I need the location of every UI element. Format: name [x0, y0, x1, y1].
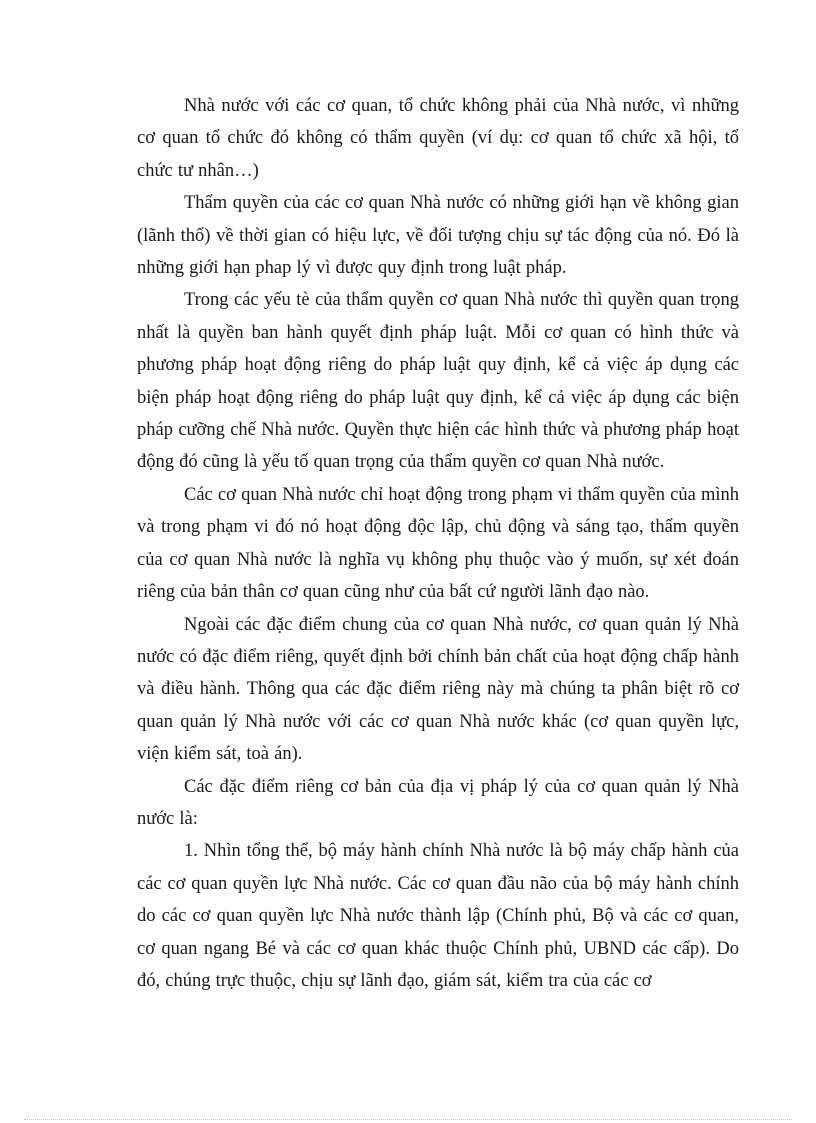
paragraph-2: Thẩm quyền của các cơ quan Nhà nước có những giới hạn về không gian (lãnh thổ) về thời gian có hiệu lực, về đối tượng chịu sự tác động của nó. Đó là những giới hạn phap lý vì được quy định trong luật pháp. — [137, 193, 739, 279]
paragraph-3: Trong các yếu tè của thẩm quyền cơ quan Nhà nước thì quyền quan trọng nhất là quyền ban hành quyết định pháp luật. Mỗi cơ quan có hình thức và phương pháp hoạt động riêng do pháp luật quy định, kể cả việc áp dụng các biện pháp hoạt động riêng do pháp luật quy định, kể cả việc áp dụng các biện pháp cưỡng chế Nhà nước. Quyền thực hiện các hình thức và phương pháp hoạt động đó cũng là yếu tố quan trọng của thẩm quyền cơ quan Nhà nước. — [137, 290, 739, 473]
paragraph-5: Ngoài các đặc điểm chung của cơ quan Nhà nước, cơ quan quản lý Nhà nước có đặc điểm riêng, quyết định bởi chính bản chất của hoạt động chấp hành và điều hành. Thông qua các đặc điểm riêng này mà chúng ta phân biệt rõ cơ quan quản lý Nhà nước với các cơ quan Nhà nước khác (cơ quan quyền lực, viện kiểm sát, toà án). — [137, 614, 739, 765]
paragraph-6: Các đặc điểm riêng cơ bản của địa vị pháp lý của cơ quan quản lý Nhà nước là: — [137, 776, 739, 829]
paragraph-7: 1. Nhìn tổng thể, bộ máy hành chính Nhà nước là bộ máy chấp hành của các cơ quan quyền lực Nhà nước. Các cơ quan đầu não của bộ máy hành chính do các cơ quan quyền lực Nhà nước thành lập (Chính phủ, Bộ và các cơ quan, cơ quan ngang Bé và các cơ quan khác thuộc Chính phủ, UBND các cấp). Do đó, chúng trực thuộc, chịu sự lãnh đạo, giám sát, kiểm tra của các cơ — [137, 841, 739, 991]
page-bottom-divider — [24, 1119, 792, 1120]
paragraph-1: Nhà nước với các cơ quan, tổ chức không phải của Nhà nước, vì những cơ quan tổ chức đó không có thẩm quyền (ví dụ: cơ quan tổ chức xã hội, tổ chức tư nhân…) — [137, 96, 739, 181]
document-body — [137, 90, 739, 997]
paragraph-4: Các cơ quan Nhà nước chỉ hoạt động trong phạm vi thẩm quyền của mình và trong phạm vi đó nó hoạt động độc lập, chủ động và sáng tạo, thẩm quyền của cơ quan Nhà nước là nghĩa vụ không phụ thuộc vào ý muốn, sự xét đoán riêng của bản thân cơ quan cũng như của bất cứ người lãnh đạo nào. — [137, 484, 739, 603]
